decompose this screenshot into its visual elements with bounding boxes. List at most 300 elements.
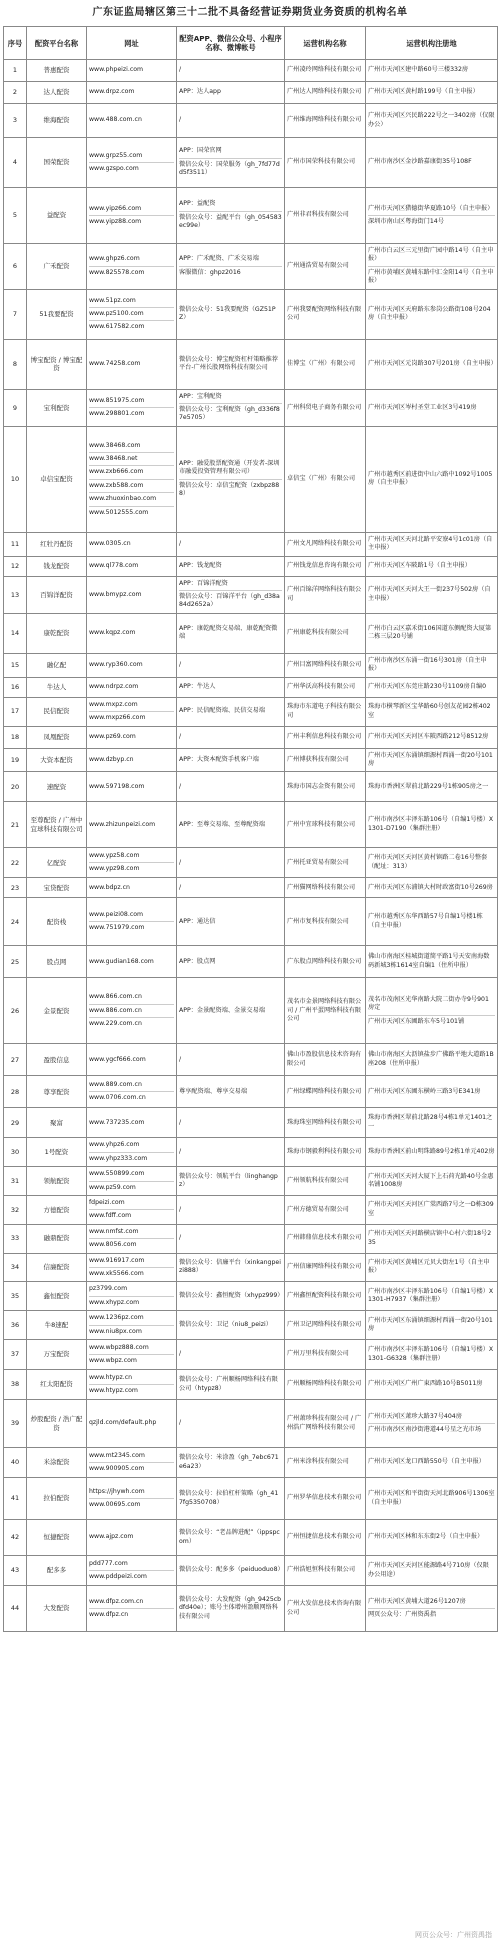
app-entry: APP：钱龙配资 [179, 561, 222, 569]
website-link[interactable]: www.8056.com [89, 1238, 174, 1249]
cell-registered-address [366, 1340, 498, 1370]
cell-operator: 广州凌玲网络科技有限公司 [285, 60, 366, 82]
cell-app-wechat [177, 1195, 285, 1224]
table-row [4, 1311, 498, 1340]
website-link[interactable]: https://jhywh.com [89, 1487, 145, 1495]
app-entry: / [179, 1148, 182, 1156]
address-entry: 广州市天河区黄村路199号（自主申报） [368, 88, 479, 96]
website-link[interactable]: www.ndrpz.com [89, 682, 139, 690]
app-entry: APP：广禾配资、广禾交易端 [179, 255, 259, 263]
cell-app-wechat [177, 426, 285, 532]
cell-platform-name: 钱龙配资 [27, 556, 87, 576]
cell-operator: 广州目富网络科技有限公司 [285, 653, 366, 677]
cell-app-wechat [177, 677, 285, 697]
table-row [4, 748, 498, 772]
website-link[interactable]: www.617582.com [89, 320, 174, 331]
website-link[interactable]: www.bmypz.com [89, 590, 142, 598]
cell-app-wechat [177, 389, 285, 426]
cell-platform-name: 至尊配资 / 广州中宜球科技有限公司 [27, 802, 87, 848]
app-entry: APP：金景配资端、金景交易端 [179, 1006, 265, 1014]
cell-platform-name: 广禾配资 [27, 244, 87, 290]
website-link[interactable]: www.38468.net [89, 452, 174, 463]
website-link[interactable]: www.889.com.cn [89, 1080, 142, 1088]
cell-website [87, 426, 177, 532]
cell-seq: 28 [4, 1076, 27, 1108]
table-row [4, 1400, 498, 1448]
address-entry: 深圳市南山区粤海街门14号 [368, 215, 495, 226]
cell-app-wechat [177, 802, 285, 848]
cell-website [87, 1076, 177, 1108]
cell-app-wechat [177, 1400, 285, 1448]
website-link[interactable]: www.xk5566.com [89, 1267, 174, 1278]
header-app-wechat: 配资APP、微信公众号、小程序名称、微博帐号 [177, 27, 285, 60]
website-link[interactable]: www.phpeizi.com [89, 66, 144, 74]
cell-website [87, 1044, 177, 1076]
website-link[interactable]: www.886.com.cn [89, 1004, 174, 1015]
cell-platform-name: 配多多 [27, 1556, 87, 1586]
cell-registered-address [366, 1520, 498, 1556]
website-link[interactable]: www.drpz.com [89, 88, 135, 96]
cell-website [87, 188, 177, 244]
cell-registered-address [366, 1556, 498, 1586]
app-entry: 微信公众号：卓信宝配资（zxbpz888） [179, 479, 282, 499]
cell-registered-address [366, 339, 498, 389]
address-entry: 网页公众号：广州资禹指 [368, 1608, 495, 1619]
website-link[interactable]: www.mxpz.com [89, 700, 138, 708]
header-operator: 运营机构名称 [285, 27, 366, 60]
table-row [4, 244, 498, 290]
table-row [4, 946, 498, 978]
table-row [4, 613, 498, 653]
website-link[interactable]: www.751979.com [89, 921, 174, 932]
cell-platform-name: 宝贷配资 [27, 878, 87, 898]
website-link[interactable]: www.wbpz888.com [89, 1343, 149, 1351]
address-entry: 广州市天河区龙口西路550号（自主申报） [368, 1458, 485, 1466]
website-link[interactable]: www.peizi08.com [89, 910, 144, 918]
website-link[interactable]: www.zhizunpeizi.com [89, 820, 156, 828]
app-entry: / [179, 1205, 182, 1213]
website-link[interactable]: www.ypz58.com [89, 851, 140, 859]
cell-website [87, 1586, 177, 1632]
table-row [4, 1108, 498, 1138]
cell-registered-address [366, 244, 498, 290]
address-entry: 珠海市横琴新区宝华路60号创友花园2栋402室 [368, 703, 491, 719]
cell-app-wechat [177, 1448, 285, 1478]
cell-operator: 广州丰利信息科技有限公司 [285, 726, 366, 748]
address-entry: 广州市天河区黄埔区元贝大街左1号（自主申报） [368, 1259, 490, 1275]
cell-app-wechat [177, 1586, 285, 1632]
cell-seq: 25 [4, 946, 27, 978]
website-link[interactable]: www.fdff.com [89, 1209, 174, 1220]
website-link[interactable]: www.xhypz.com [89, 1296, 174, 1307]
address-entry: 广州市天河区林和东东街2号（自主申报） [368, 1533, 484, 1541]
app-entry: APP：康乾配资交易端、康乾配资微端 [179, 624, 278, 641]
cell-seq: 15 [4, 653, 27, 677]
website-link[interactable]: www.yipz66.com [89, 204, 142, 212]
table-row [4, 653, 498, 677]
app-entry: 微信公众号：“老品牌进配”（ippspcom） [179, 1529, 280, 1545]
cell-app-wechat [177, 653, 285, 677]
cell-platform-name: 方德配资 [27, 1195, 87, 1224]
cell-seq: 19 [4, 748, 27, 772]
cell-seq: 43 [4, 1556, 27, 1586]
website-link[interactable]: www.ypz98.com [89, 862, 174, 873]
cell-app-wechat [177, 556, 285, 576]
website-link[interactable]: www.pddpeizi.com [89, 1570, 174, 1581]
cell-website [87, 1224, 177, 1253]
app-entry: 微信公众号：大发配资（gh_9425cbdfd40e）；账号主体增州盈顺网络科技有限公司 [179, 1595, 282, 1620]
table-row [4, 1167, 498, 1196]
address-entry: 广州市天河区和平街街天河北路906号1306室（自主申报） [368, 1490, 495, 1506]
cell-app-wechat [177, 60, 285, 82]
website-link[interactable]: pdd777.com [89, 1559, 128, 1567]
cell-platform-name: 益配资 [27, 188, 87, 244]
cell-website [87, 1282, 177, 1311]
header-registered-address: 运营机构注册地 [366, 27, 498, 60]
address-entry: 广州市天河区广州广東西路10号B5011房 [368, 1380, 483, 1388]
cell-registered-address [366, 1138, 498, 1167]
cell-operator: 广州恒捷信息技术有限公司 [285, 1520, 366, 1556]
cell-registered-address [366, 1448, 498, 1478]
cell-app-wechat [177, 1253, 285, 1282]
cell-platform-name: 聚富 [27, 1108, 87, 1138]
header-seq: 序号 [4, 27, 27, 60]
document-title: 广东证监局辖区第三十二批不具备经营证券期货业务资质的机构名单 [92, 7, 408, 18]
cell-website [87, 104, 177, 138]
website-link[interactable]: www.gudian168.com [89, 957, 154, 965]
address-entry: 广州市天河区东涌镇细源村西涌一街20号101房 [368, 1316, 493, 1333]
address-entry: 广州市天河区天河区广棠西路7号之一D栋309室 [368, 1201, 494, 1217]
website-link[interactable]: www.51pz.com [89, 296, 136, 304]
cell-registered-address [366, 1076, 498, 1108]
cell-registered-address [366, 802, 498, 848]
cell-operator: 广州康乾科技有限公司 [285, 613, 366, 653]
website-link[interactable]: www.pz69.com [89, 732, 136, 740]
website-link[interactable]: www.597198.com [89, 782, 145, 790]
cell-website [87, 848, 177, 878]
website-link[interactable]: www.zhuoxinbao.com [89, 492, 174, 503]
cell-operator: 珠海市东道电子科技有限公司 [285, 697, 366, 726]
cell-platform-name: 大资本配资 [27, 748, 87, 772]
cell-operator: 广州卫记网络科技有限公司 [285, 1311, 366, 1340]
website-link[interactable]: pz3799.com [89, 1285, 128, 1293]
app-entry: / [179, 732, 182, 740]
app-entry: / [179, 883, 182, 891]
website-link[interactable]: fdpeizi.com [89, 1198, 125, 1206]
app-entry: 微信公众号：51我要配资（GZ51PZ） [179, 305, 276, 322]
cell-registered-address [366, 104, 498, 138]
watermark-text: 网页公众号：广州资禹指 [415, 1931, 492, 1939]
website-link[interactable]: www.yipz88.com [89, 215, 174, 226]
website-link[interactable]: www.298801.com [89, 407, 174, 418]
cell-app-wechat [177, 576, 285, 613]
cell-seq: 37 [4, 1340, 27, 1370]
cell-seq: 18 [4, 726, 27, 748]
cell-registered-address [366, 1253, 498, 1282]
cell-seq: 12 [4, 556, 27, 576]
website-link[interactable]: www.229.com.cn [89, 1017, 174, 1028]
table-row [4, 138, 498, 188]
cell-seq: 32 [4, 1195, 27, 1224]
cell-website [87, 82, 177, 104]
cell-seq: 36 [4, 1311, 27, 1340]
cell-app-wechat [177, 878, 285, 898]
cell-operator: 广州非君科技有限公司 [285, 188, 366, 244]
cell-platform-name: 融亿配 [27, 653, 87, 677]
cell-registered-address [366, 946, 498, 978]
cell-app-wechat [177, 748, 285, 772]
website-link[interactable]: www.1236pz.com [89, 1314, 144, 1322]
cell-platform-name: 万宝配资 [27, 1340, 87, 1370]
app-entry: APP：益配资 [179, 200, 216, 208]
cell-operator: 广州市复科技有限公司 [285, 898, 366, 946]
cell-operator: 广州中宜球科技有限公司 [285, 802, 366, 848]
website-link[interactable]: www.pz5100.com [89, 307, 174, 318]
website-link[interactable]: www.ygcf666.com [89, 1055, 146, 1063]
address-entry: 茂名市茂南区光华南路大院二街办寺9号901房定 [368, 995, 489, 1012]
website-link[interactable]: www.htypz.com [89, 1384, 174, 1395]
cell-operator: 广州维海网络科技有限公司 [285, 104, 366, 138]
cell-app-wechat [177, 1311, 285, 1340]
cell-app-wechat [177, 82, 285, 104]
app-entry: / [179, 1118, 182, 1126]
address-entry: 广州市黄埔区黄埔东路中汇金阳14号（自主申报） [368, 266, 495, 286]
app-entry: / [179, 858, 182, 866]
cell-registered-address [366, 389, 498, 426]
cell-website [87, 1311, 177, 1340]
table-row [4, 1138, 498, 1167]
website-link[interactable]: www.0305.cn [89, 540, 131, 548]
address-entry: 广州市南沙区丰泽东路106号（自编1号楼）X1301-G6328（集群注册） [368, 1346, 494, 1362]
cell-seq: 23 [4, 878, 27, 898]
address-entry: 广州市天河区天河大厦下上石荷光路40号金惠名铺1008房 [368, 1172, 494, 1189]
website-link[interactable]: www.mt2345.com [89, 1451, 145, 1459]
app-entry: APP：国荣官网 [179, 147, 222, 155]
cell-website [87, 289, 177, 339]
cell-seq: 38 [4, 1370, 27, 1400]
website-link[interactable]: www.ajpz.com [89, 1533, 134, 1541]
address-entry: 广州市天河区车陂路1号（自主申报） [368, 561, 471, 569]
cell-seq: 1 [4, 60, 27, 82]
website-link[interactable]: www.nmfst.com [89, 1227, 139, 1235]
cell-operator: 广州万里科技有限公司 [285, 1340, 366, 1370]
website-link[interactable]: www.dfpz.com.cn [89, 1597, 144, 1605]
cell-registered-address [366, 848, 498, 878]
cell-website [87, 1556, 177, 1586]
table-row [4, 1370, 498, 1400]
cell-platform-name: 红牡丹配资 [27, 532, 87, 556]
cell-platform-name: 国荣配资 [27, 138, 87, 188]
app-entry: APP：牛达人 [179, 682, 216, 690]
cell-seq: 39 [4, 1400, 27, 1448]
address-entry: 广州市白云区三元里街广园中路14号（自主申报） [368, 247, 494, 263]
table-row [4, 1478, 498, 1520]
website-link[interactable]: www.916917.com [89, 1256, 145, 1264]
cell-registered-address [366, 556, 498, 576]
cell-app-wechat [177, 1224, 285, 1253]
website-link[interactable]: www.900905.com [89, 1462, 174, 1473]
cell-app-wechat [177, 1138, 285, 1167]
table-row [4, 1044, 498, 1076]
cell-platform-name: 米涂配资 [27, 1448, 87, 1478]
website-link[interactable]: www.niu8px.com [89, 1325, 174, 1336]
website-link[interactable]: www.550899.com [89, 1170, 145, 1178]
website-link[interactable]: www.00695.com [89, 1498, 174, 1509]
website-link[interactable]: www.mxpz66.com [89, 711, 174, 722]
address-entry: 广州市天河区天河区车陂西路212号8512房 [368, 732, 489, 740]
cell-platform-name: 大发配资 [27, 1586, 87, 1632]
website-link[interactable]: www.gzspo.com [89, 162, 174, 173]
cell-app-wechat [177, 244, 285, 290]
address-entry: 广州市天河区岑村圣堂工业区3号419房 [368, 403, 477, 411]
address-entry: 广州市天河区天河区能源路4号710房（仅限办公用途） [368, 1562, 489, 1578]
website-link[interactable]: www.wbpz.com [89, 1354, 174, 1365]
website-link[interactable]: www.yhpz333.com [89, 1152, 174, 1163]
table-row [4, 1195, 498, 1224]
app-entry: / [179, 116, 182, 124]
cell-registered-address [366, 748, 498, 772]
cell-seq: 8 [4, 339, 27, 389]
cell-seq: 6 [4, 244, 27, 290]
app-entry: / [179, 66, 182, 74]
cell-platform-name: 维海配资 [27, 104, 87, 138]
cell-website [87, 1400, 177, 1448]
cell-app-wechat [177, 188, 285, 244]
app-entry: 微信公众号：博宝配资杠杆策略推荐平台-广州长股网络科技有限公司 [179, 355, 278, 372]
cell-website [87, 389, 177, 426]
website-link[interactable]: www.38468.com [89, 441, 141, 449]
cell-operator: 广州猫网络科技有限公司 [285, 878, 366, 898]
address-entry: 广州市南沙区金沙路嘉康街35号108F [368, 158, 472, 166]
website-link[interactable]: www.5012555.com [89, 506, 174, 517]
cell-platform-name: 红太阳配资 [27, 1370, 87, 1400]
website-link[interactable]: www.0706.com.cn [89, 1091, 174, 1102]
cell-website [87, 697, 177, 726]
table-row [4, 339, 498, 389]
address-entry: 广州市天河区建中路60号三楼332房 [368, 66, 469, 74]
app-entry: APP：大资本配资手机客户端 [179, 755, 259, 763]
cell-platform-name: 牛达人 [27, 677, 87, 697]
address-entry: 广州市南沙区东涌一街16号301房（自主申报） [368, 656, 487, 673]
website-link[interactable]: www.ryp360.com [89, 661, 143, 669]
address-entry: 广州市天河区东圃路东车5号101铺 [368, 1015, 495, 1026]
app-entry: APP：融爱股票配资通（开发者-深圳市融爱投资管理有限公司） [179, 460, 280, 476]
website-link[interactable]: www.737235.com [89, 1118, 145, 1126]
address-entry: 广州市天河区东浦镇大村时政富街10号269房 [368, 883, 493, 891]
app-entry: 微信公众号：拉伯杠杆策略（gh_417fg5350708） [179, 1490, 279, 1506]
cell-seq: 35 [4, 1282, 27, 1311]
cell-registered-address [366, 1400, 498, 1448]
website-link[interactable]: www.ghpz6.com [89, 255, 140, 263]
cell-app-wechat [177, 1370, 285, 1400]
cell-seq: 26 [4, 978, 27, 1044]
cell-operator: 广州科贸电子商务有限公司 [285, 389, 366, 426]
cell-platform-name: 拉伯配资 [27, 1478, 87, 1520]
cell-registered-address [366, 653, 498, 677]
address-entry: 佛山市南海区桂城街道简平路1号天安南海数码新城3栋1614室自编1（住所申报） [368, 953, 490, 969]
cell-operator: 广州达人网络科技有限公司 [285, 82, 366, 104]
table-row [4, 726, 498, 748]
cell-app-wechat [177, 1167, 285, 1196]
cell-registered-address [366, 1311, 498, 1340]
address-entry: 广州市天河区东圃东横岭三路3号E341房 [368, 1087, 481, 1095]
cell-operator: 茂名市金景网络科技有限公司 / 广州平蛋网络科技有限公司 [285, 978, 366, 1044]
website-link[interactable]: www.488.com.cn [89, 116, 142, 124]
cell-website [87, 748, 177, 772]
website-link[interactable]: www.dzbyp.cn [89, 755, 134, 763]
website-link[interactable]: www.htypz.cn [89, 1373, 133, 1381]
website-link[interactable]: www.dfpz.cn [89, 1608, 174, 1619]
website-link[interactable]: qzjld.com/default.php [89, 1419, 157, 1427]
cell-operator: 珠海市国志金资有限公司 [285, 772, 366, 802]
cell-app-wechat [177, 138, 285, 188]
app-entry: 微信公众号：国荣服务（gh_7fd77dd5f3511） [179, 158, 282, 178]
app-entry: 尊享配资端、尊享交易端 [179, 1087, 248, 1095]
app-entry: APP：至尊交易端、至尊配资端 [179, 820, 265, 828]
cell-registered-address [366, 532, 498, 556]
website-link[interactable]: www.bdpz.cn [89, 883, 130, 891]
cell-seq: 31 [4, 1167, 27, 1196]
website-link[interactable]: www.kqpz.com [89, 629, 136, 637]
table-row [4, 104, 498, 138]
address-entry: 广州市白云区嘉禾街106国道东侧配资大厦第二栋三层20号铺 [368, 624, 492, 641]
cell-website [87, 653, 177, 677]
website-link[interactable]: www.74258.com [89, 359, 141, 367]
website-link[interactable]: www.ql778.com [89, 561, 139, 569]
website-link[interactable]: www.825578.com [89, 266, 174, 277]
website-link[interactable]: www.yhpz6.com [89, 1141, 140, 1149]
table-row [4, 532, 498, 556]
address-entry: 珠海市香洲区翠前北路28号4栋1单元1401之一 [368, 1114, 493, 1130]
cell-seq: 11 [4, 532, 27, 556]
header-website: 网址 [87, 27, 177, 60]
website-link[interactable]: www.866.com.cn [89, 993, 142, 1001]
app-entry: 微信公众号：鑫恒配资（xhypz999） [179, 1292, 284, 1300]
website-link[interactable]: www.pz59.com [89, 1181, 174, 1192]
app-entry: APP：宝利配资 [179, 392, 222, 400]
cell-seq: 16 [4, 677, 27, 697]
cell-registered-address [366, 1044, 498, 1076]
cell-app-wechat [177, 104, 285, 138]
cell-platform-name: 信廉配资 [27, 1253, 87, 1282]
address-entry: 珠海市香洲区前山明珠路89号2栋1单元402房 [368, 1148, 495, 1156]
website-link[interactable]: www.zxb588.com [89, 479, 174, 490]
cell-seq: 29 [4, 1108, 27, 1138]
address-entry: 广州市天河区兴民路222号之一3402房（仅限办公） [368, 112, 495, 128]
cell-operator: 佳博宝（广州）有限公司 [285, 339, 366, 389]
cell-operator: 卓信宝（广州）有限公司 [285, 426, 366, 532]
cell-operator: 广州韩鼎信息技术有限公司 [285, 1224, 366, 1253]
cell-seq: 9 [4, 389, 27, 426]
cell-operator: 广州鑫恒配资科技有限公司 [285, 1282, 366, 1311]
website-link[interactable]: www.851975.com [89, 396, 145, 404]
cell-registered-address [366, 772, 498, 802]
cell-operator: 广州博获科技有限公司 [285, 748, 366, 772]
cell-seq: 42 [4, 1520, 27, 1556]
website-link[interactable]: www.grpz55.com [89, 151, 143, 159]
cell-seq: 40 [4, 1448, 27, 1478]
website-link[interactable]: www.zxb666.com [89, 465, 174, 476]
app-entry: 微信公众号：配多多（peiduoduo8） [179, 1566, 284, 1574]
cell-operator: 广州钱龙信息咨询有限公司 [285, 556, 366, 576]
address-entry: 广州市天河区天河北路平安寮4号1c01房（自主申报） [368, 535, 493, 552]
cell-platform-name: 速配资 [27, 772, 87, 802]
cell-operator: 广州罗华信息技术有限公司 [285, 1478, 366, 1520]
table-row [4, 426, 498, 532]
table-row [4, 802, 498, 848]
cell-website [87, 878, 177, 898]
table-row [4, 82, 498, 104]
